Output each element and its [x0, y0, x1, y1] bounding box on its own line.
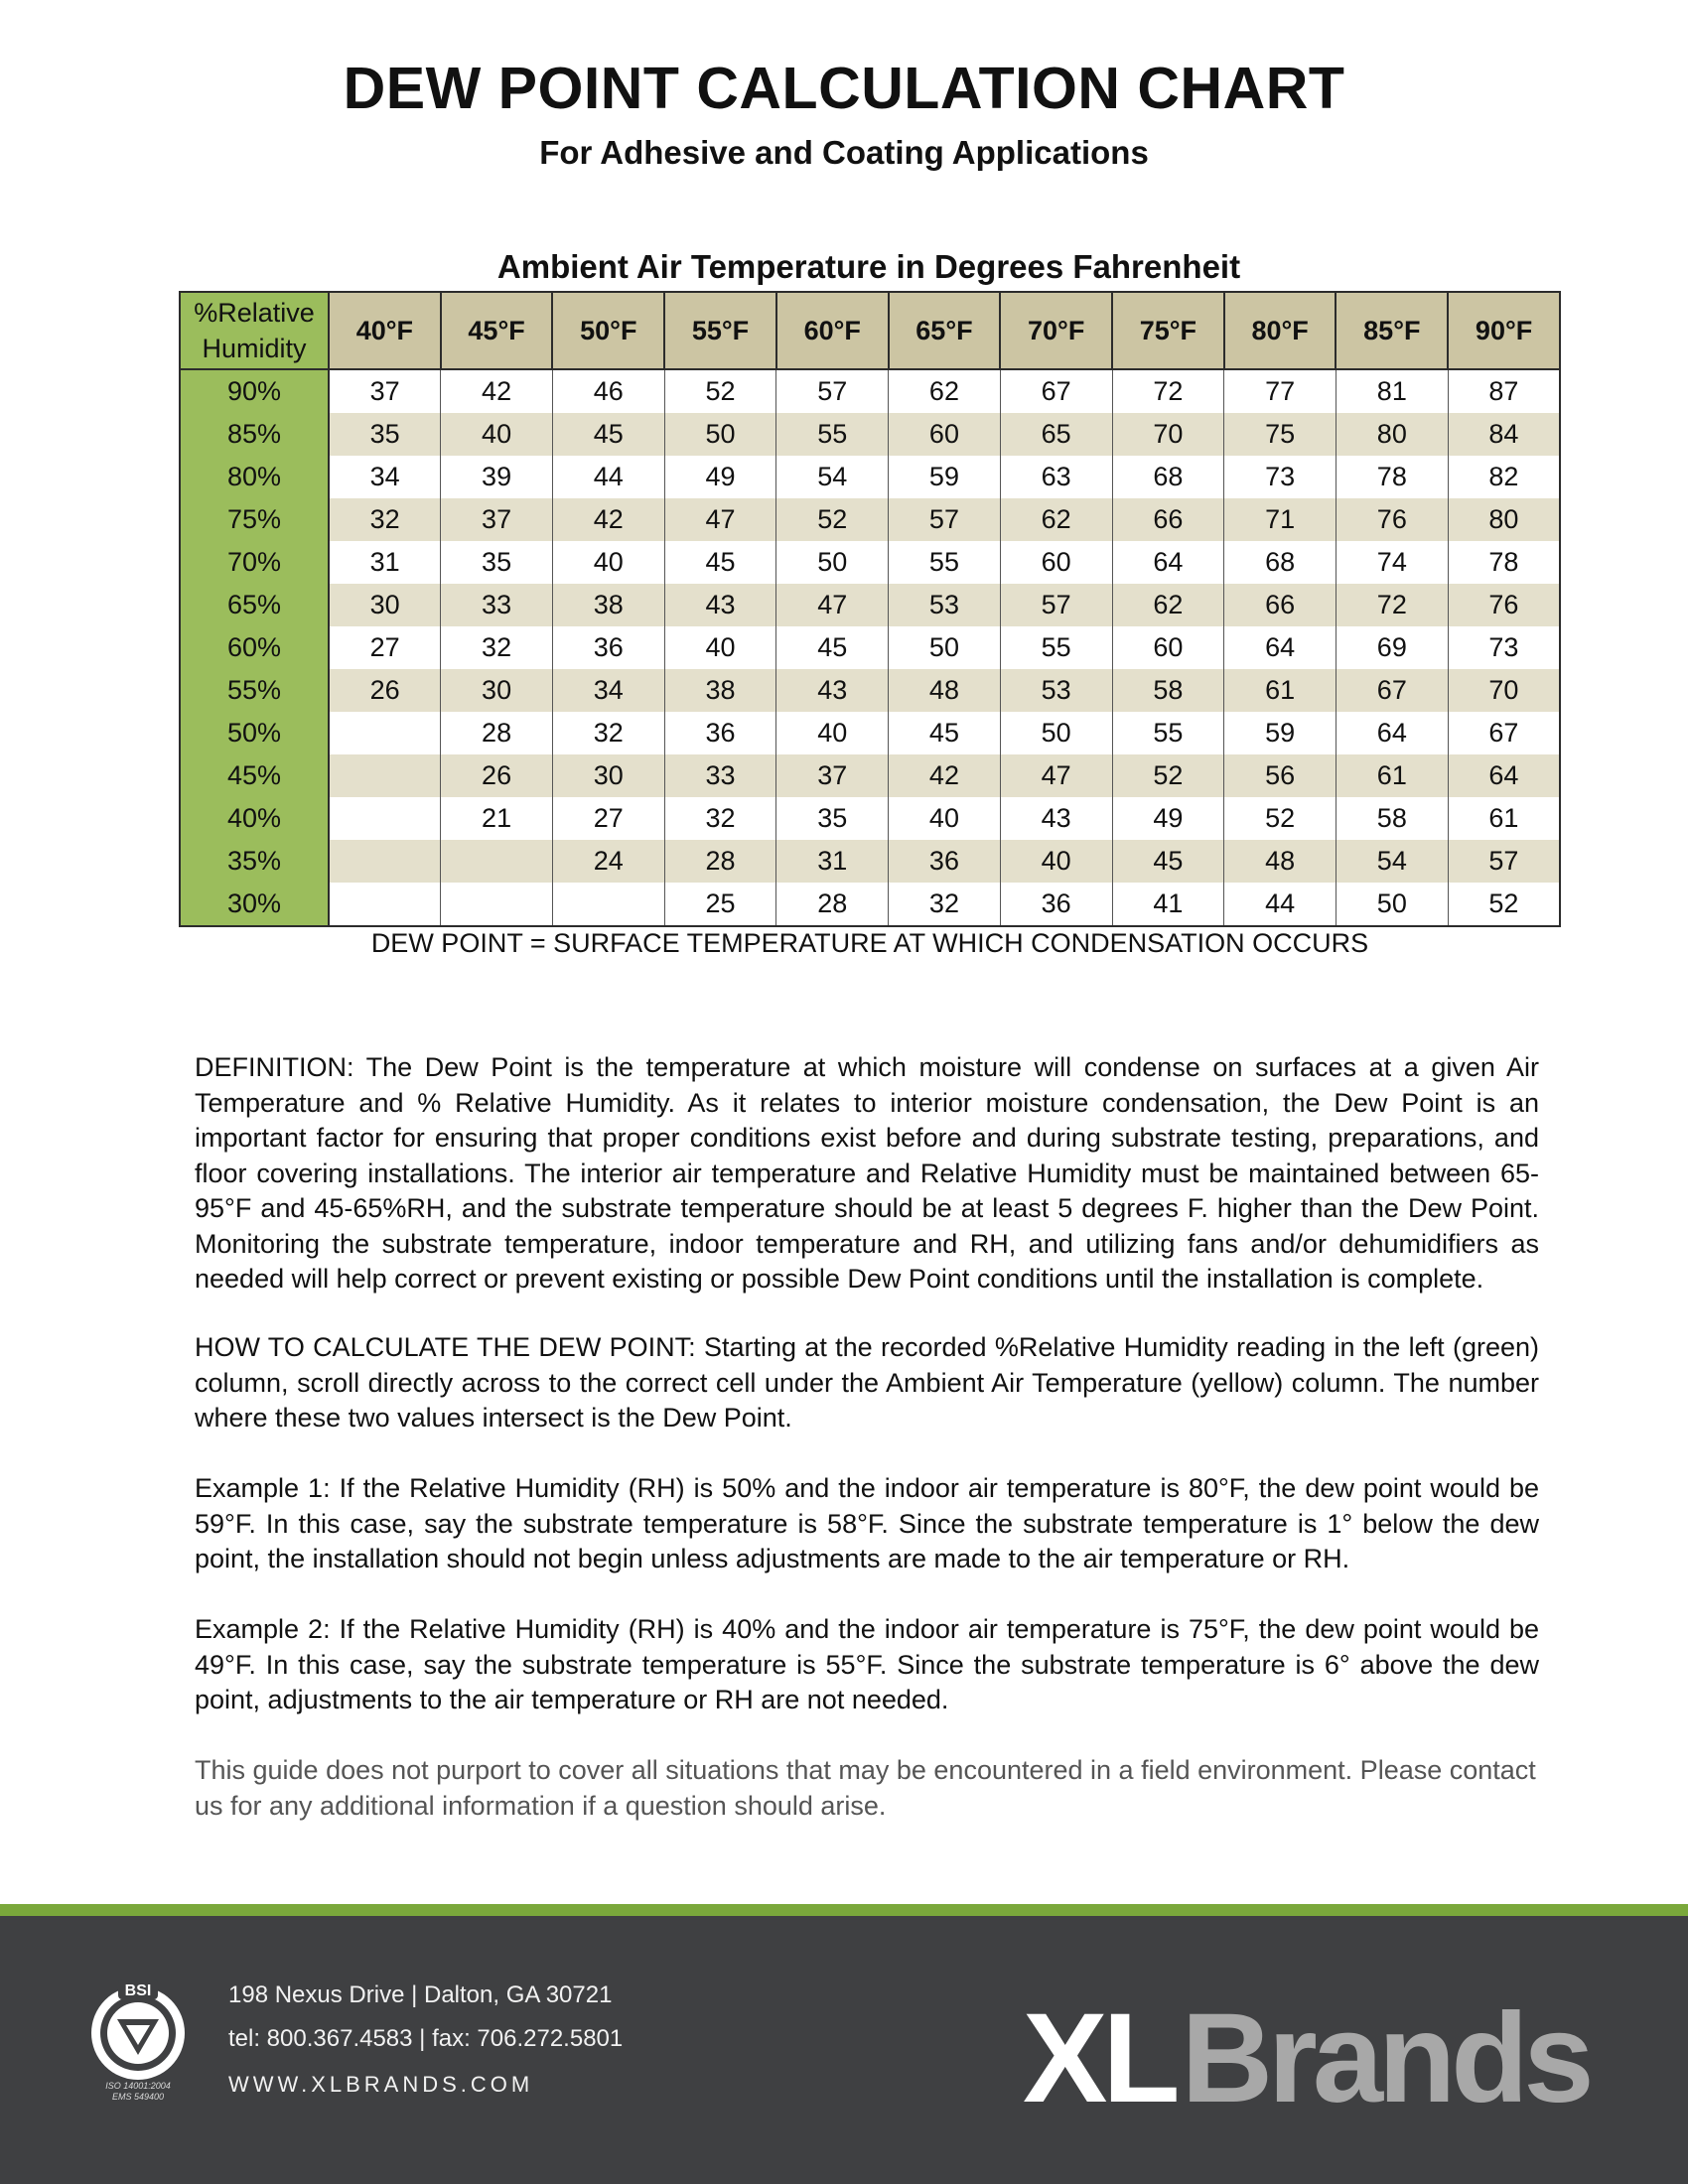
dew-point-cell: 40 [1000, 840, 1112, 883]
dew-point-cell: 50 [776, 541, 889, 584]
how-to-paragraph: HOW TO CALCULATE THE DEW POINT: Starting at the recorded %Relative Humidity reading in the left (green) column, scroll directly across to the correct cell under the Ambient Air Temperature (yellow) column. The number where these two values intersect is the Dew Point. [195, 1332, 1539, 1433]
rh-cell: 90% [180, 369, 329, 413]
dew-point-cell [329, 712, 441, 754]
rh-cell: 35% [180, 840, 329, 883]
dew-point-cell: 52 [1448, 883, 1560, 926]
table-row [180, 541, 1560, 584]
dew-point-note: DEW POINT = SURFACE TEMPERATURE AT WHICH CONDENSATION OCCURS [370, 928, 1369, 958]
dew-point-cell: 53 [889, 584, 1001, 626]
dew-point-cell: 39 [441, 456, 553, 498]
dew-point-cell: 26 [329, 669, 441, 712]
dew-point-cell: 49 [664, 456, 776, 498]
dew-point-cell: 32 [552, 712, 664, 754]
footer-website: WWW.XLBRANDS.COM [228, 2072, 534, 2097]
dew-point-cell: 81 [1336, 369, 1448, 413]
dew-point-cell: 73 [1448, 626, 1560, 669]
dew-point-cell: 43 [1000, 797, 1112, 840]
table-header-row [180, 292, 1560, 369]
dew-point-cell: 64 [1224, 626, 1336, 669]
temp-column-header: 45°F [441, 292, 553, 369]
temp-column-header: 65°F [889, 292, 1001, 369]
dew-point-cell: 24 [552, 840, 664, 883]
table-row [180, 754, 1560, 797]
example-1-paragraph: Example 1: If the Relative Humidity (RH) is 50% and the indoor air temperature is 80°F, the dew point would be 59°F. In this case, say the substrate temperature is 58°F. Since the substrate temperature is 1° below the dew point, the installation should not begin unless adjustments are made to the air temperature or RH. [195, 1473, 1539, 1573]
dew-point-cell: 62 [1000, 498, 1112, 541]
table-row [180, 456, 1560, 498]
dew-point-cell: 60 [1000, 541, 1112, 584]
page-subtitle: For Adhesive and Coating Applications [539, 134, 1149, 171]
dew-point-cell [441, 840, 553, 883]
dew-point-cell: 27 [329, 626, 441, 669]
dew-point-cell: 61 [1336, 754, 1448, 797]
dew-point-cell: 47 [664, 498, 776, 541]
dew-point-cell: 34 [552, 669, 664, 712]
table-row [180, 584, 1560, 626]
dew-point-cell: 67 [1000, 369, 1112, 413]
dew-point-cell: 44 [1224, 883, 1336, 926]
dew-point-cell: 40 [776, 712, 889, 754]
dew-point-cell: 32 [889, 883, 1001, 926]
rh-cell: 75% [180, 498, 329, 541]
temp-column-header: 85°F [1336, 292, 1448, 369]
rh-cell: 85% [180, 413, 329, 456]
dew-point-cell: 53 [1000, 669, 1112, 712]
dew-point-cell: 33 [441, 584, 553, 626]
dew-point-cell: 44 [552, 456, 664, 498]
dew-point-cell: 25 [664, 883, 776, 926]
dew-point-cell: 80 [1448, 498, 1560, 541]
dew-point-cell: 63 [1000, 456, 1112, 498]
dew-point-cell: 27 [552, 797, 664, 840]
rh-cell: 65% [180, 584, 329, 626]
dew-point-cell: 46 [552, 369, 664, 413]
dew-point-cell: 78 [1336, 456, 1448, 498]
dew-point-cell: 67 [1448, 712, 1560, 754]
dew-point-cell: 48 [889, 669, 1001, 712]
dew-point-cell: 70 [1112, 413, 1224, 456]
dew-point-cell: 45 [1112, 840, 1224, 883]
dew-point-cell: 35 [441, 541, 553, 584]
dew-point-cell [329, 754, 441, 797]
dew-point-cell: 43 [664, 584, 776, 626]
dew-point-cell: 40 [889, 797, 1001, 840]
seal-iso-text: ISO 14001:2004 [105, 2081, 171, 2091]
dew-point-cell: 52 [1112, 754, 1224, 797]
dew-point-cell: 28 [776, 883, 889, 926]
seal-ems-text: EMS 549400 [111, 2092, 165, 2102]
dew-point-cell: 72 [1336, 584, 1448, 626]
table-row [180, 712, 1560, 754]
dew-point-cell: 54 [776, 456, 889, 498]
dew-point-cell: 21 [441, 797, 553, 840]
footer-address: 198 Nexus Drive | Dalton, GA 30721 [228, 1981, 613, 2008]
temp-column-header: 75°F [1112, 292, 1224, 369]
dew-point-cell: 59 [1224, 712, 1336, 754]
dew-point-cell: 41 [1112, 883, 1224, 926]
dew-point-cell: 37 [329, 369, 441, 413]
dew-point-cell: 59 [889, 456, 1001, 498]
dew-point-cell: 50 [889, 626, 1001, 669]
table-row [180, 669, 1560, 712]
dew-point-cell: 58 [1112, 669, 1224, 712]
dew-point-cell: 47 [776, 584, 889, 626]
temp-column-header: 60°F [776, 292, 889, 369]
table-row [180, 498, 1560, 541]
dew-point-cell: 45 [552, 413, 664, 456]
dew-point-cell: 32 [441, 626, 553, 669]
dew-point-table [179, 291, 1561, 927]
dew-point-cell: 37 [441, 498, 553, 541]
bsi-certification-seal [83, 1976, 193, 2105]
dew-point-cell: 37 [776, 754, 889, 797]
disclaimer-paragraph: This guide does not purport to cover all situations that may be encountered in a field environment. Please contact us for any additional information if a question should arise. [195, 1755, 1536, 1821]
table-body [180, 369, 1560, 926]
dew-point-cell: 38 [664, 669, 776, 712]
dew-point-cell: 54 [1336, 840, 1448, 883]
dew-point-cell: 45 [889, 712, 1001, 754]
dew-point-cell: 75 [1224, 413, 1336, 456]
dew-point-cell: 47 [1000, 754, 1112, 797]
dew-point-cell: 57 [1448, 840, 1560, 883]
dew-point-cell: 55 [776, 413, 889, 456]
dew-point-cell: 36 [552, 626, 664, 669]
page-title: DEW POINT CALCULATION CHART [343, 56, 1345, 121]
dew-point-cell: 31 [329, 541, 441, 584]
dew-point-cell: 55 [1000, 626, 1112, 669]
table-caption: Ambient Air Temperature in Degrees Fahrenheit [496, 248, 1241, 285]
dew-point-cell: 67 [1336, 669, 1448, 712]
dew-point-cell: 64 [1112, 541, 1224, 584]
dew-point-cell [552, 883, 664, 926]
temp-column-header: 90°F [1448, 292, 1560, 369]
dew-point-cell: 64 [1448, 754, 1560, 797]
temp-column-header: 80°F [1224, 292, 1336, 369]
dew-point-cell [329, 883, 441, 926]
dew-point-cell: 45 [776, 626, 889, 669]
dew-point-cell: 40 [441, 413, 553, 456]
xlbrands-logo [1023, 1987, 1590, 2129]
dew-point-cell: 52 [776, 498, 889, 541]
dew-point-cell: 36 [1000, 883, 1112, 926]
dew-point-cell: 87 [1448, 369, 1560, 413]
dew-point-cell: 35 [329, 413, 441, 456]
table-row [180, 883, 1560, 926]
dew-point-cell: 50 [1336, 883, 1448, 926]
dew-point-cell: 74 [1336, 541, 1448, 584]
dew-point-cell: 52 [664, 369, 776, 413]
temp-column-header: 40°F [329, 292, 441, 369]
rh-cell: 45% [180, 754, 329, 797]
dew-point-cell: 30 [329, 584, 441, 626]
table-row [180, 840, 1560, 883]
dew-point-cell: 42 [889, 754, 1001, 797]
definition-paragraph: DEFINITION: The Dew Point is the temperature at which moisture will condense on surfaces at a given Air Temperature and % Relative Humidity. As it relates to interior moisture condensation, the Dew Point is an important factor for ensuring that proper conditions exist before and during substrate testing, preparations, and floor covering installations. The interior air temperature and Relative Humidity must be maintained between 65-95°F and 45-65%RH, and the substrate temperature should be at least 5 degrees F. higher than the Dew Point. Monitoring the substrate temperature, indoor temperature and RH, and utilizing fans and/or dehumidifiers as needed will help correct or prevent existing or possible Dew Point conditions until the installation is complete. [195, 1052, 1539, 1294]
dew-point-cell: 48 [1224, 840, 1336, 883]
rh-cell: 30% [180, 883, 329, 926]
dew-point-cell: 49 [1112, 797, 1224, 840]
table-row [180, 797, 1560, 840]
dew-point-cell: 35 [776, 797, 889, 840]
dew-point-cell: 30 [441, 669, 553, 712]
dew-point-cell: 28 [441, 712, 553, 754]
dew-point-cell: 68 [1224, 541, 1336, 584]
dew-point-cell: 34 [329, 456, 441, 498]
dew-point-cell: 60 [1112, 626, 1224, 669]
dew-point-cell: 62 [889, 369, 1001, 413]
table-row [180, 369, 1560, 413]
dew-point-cell: 43 [776, 669, 889, 712]
dew-point-cell: 56 [1224, 754, 1336, 797]
dew-point-cell: 60 [889, 413, 1001, 456]
dew-point-cell: 71 [1224, 498, 1336, 541]
logo-brands-text: Brands [1181, 1987, 1590, 2129]
dew-point-cell: 61 [1448, 797, 1560, 840]
dew-point-cell: 42 [441, 369, 553, 413]
footer-phone: tel: 800.367.4583 | fax: 706.272.5801 [228, 2025, 624, 2052]
dew-point-cell: 32 [664, 797, 776, 840]
dew-point-cell: 33 [664, 754, 776, 797]
dew-point-cell: 36 [889, 840, 1001, 883]
temp-column-header: 55°F [664, 292, 776, 369]
dew-point-cell: 45 [664, 541, 776, 584]
dew-point-cell: 50 [664, 413, 776, 456]
dew-point-cell: 70 [1448, 669, 1560, 712]
temp-column-header: 50°F [552, 292, 664, 369]
dew-point-cell: 76 [1448, 584, 1560, 626]
dew-point-cell: 66 [1224, 584, 1336, 626]
dew-point-cell: 69 [1336, 626, 1448, 669]
rh-cell: 50% [180, 712, 329, 754]
dew-point-cell: 38 [552, 584, 664, 626]
dew-point-cell: 57 [776, 369, 889, 413]
dew-point-cell: 61 [1224, 669, 1336, 712]
dew-point-cell: 40 [552, 541, 664, 584]
dew-point-cell: 57 [1000, 584, 1112, 626]
table-row [180, 626, 1560, 669]
dew-point-cell: 76 [1336, 498, 1448, 541]
footer-accent-stripe [0, 1904, 1688, 1916]
dew-point-cell: 72 [1112, 369, 1224, 413]
dew-point-cell: 57 [889, 498, 1001, 541]
dew-point-cell: 68 [1112, 456, 1224, 498]
dew-point-cell: 28 [664, 840, 776, 883]
dew-point-cell: 32 [329, 498, 441, 541]
rh-cell: 70% [180, 541, 329, 584]
rh-cell: 80% [180, 456, 329, 498]
logo-xl-text: XL [1023, 1987, 1176, 2129]
dew-point-cell: 30 [552, 754, 664, 797]
dew-point-cell: 31 [776, 840, 889, 883]
dew-point-cell: 58 [1336, 797, 1448, 840]
rh-column-header: %Relative Humidity [180, 292, 329, 369]
dew-point-cell [441, 883, 553, 926]
table-row [180, 413, 1560, 456]
rh-cell: 40% [180, 797, 329, 840]
rh-cell: 60% [180, 626, 329, 669]
dew-point-cell: 80 [1336, 413, 1448, 456]
temp-column-header: 70°F [1000, 292, 1112, 369]
dew-point-cell: 36 [664, 712, 776, 754]
dew-point-cell: 40 [664, 626, 776, 669]
dew-point-cell: 64 [1336, 712, 1448, 754]
dew-point-cell: 84 [1448, 413, 1560, 456]
seal-top-text: BSI [124, 1982, 152, 1999]
dew-point-cell: 82 [1448, 456, 1560, 498]
dew-point-cell: 78 [1448, 541, 1560, 584]
dew-point-cell: 55 [889, 541, 1001, 584]
dew-point-cell [329, 840, 441, 883]
dew-point-cell: 66 [1112, 498, 1224, 541]
dew-point-cell: 62 [1112, 584, 1224, 626]
rh-cell: 55% [180, 669, 329, 712]
dew-point-cell: 26 [441, 754, 553, 797]
dew-point-cell: 55 [1112, 712, 1224, 754]
dew-point-cell: 42 [552, 498, 664, 541]
dew-point-cell [329, 797, 441, 840]
dew-point-cell: 50 [1000, 712, 1112, 754]
example-2-paragraph: Example 2: If the Relative Humidity (RH) is 40% and the indoor air temperature is 75°F, the dew point would be 49°F. In this case, say the substrate temperature is 55°F. Since the substrate temperature is 6° above the dew point, adjustments to the air temperature or RH are not needed. [195, 1614, 1539, 1714]
dew-point-cell: 77 [1224, 369, 1336, 413]
dew-point-cell: 52 [1224, 797, 1336, 840]
dew-point-cell: 65 [1000, 413, 1112, 456]
dew-point-cell: 73 [1224, 456, 1336, 498]
